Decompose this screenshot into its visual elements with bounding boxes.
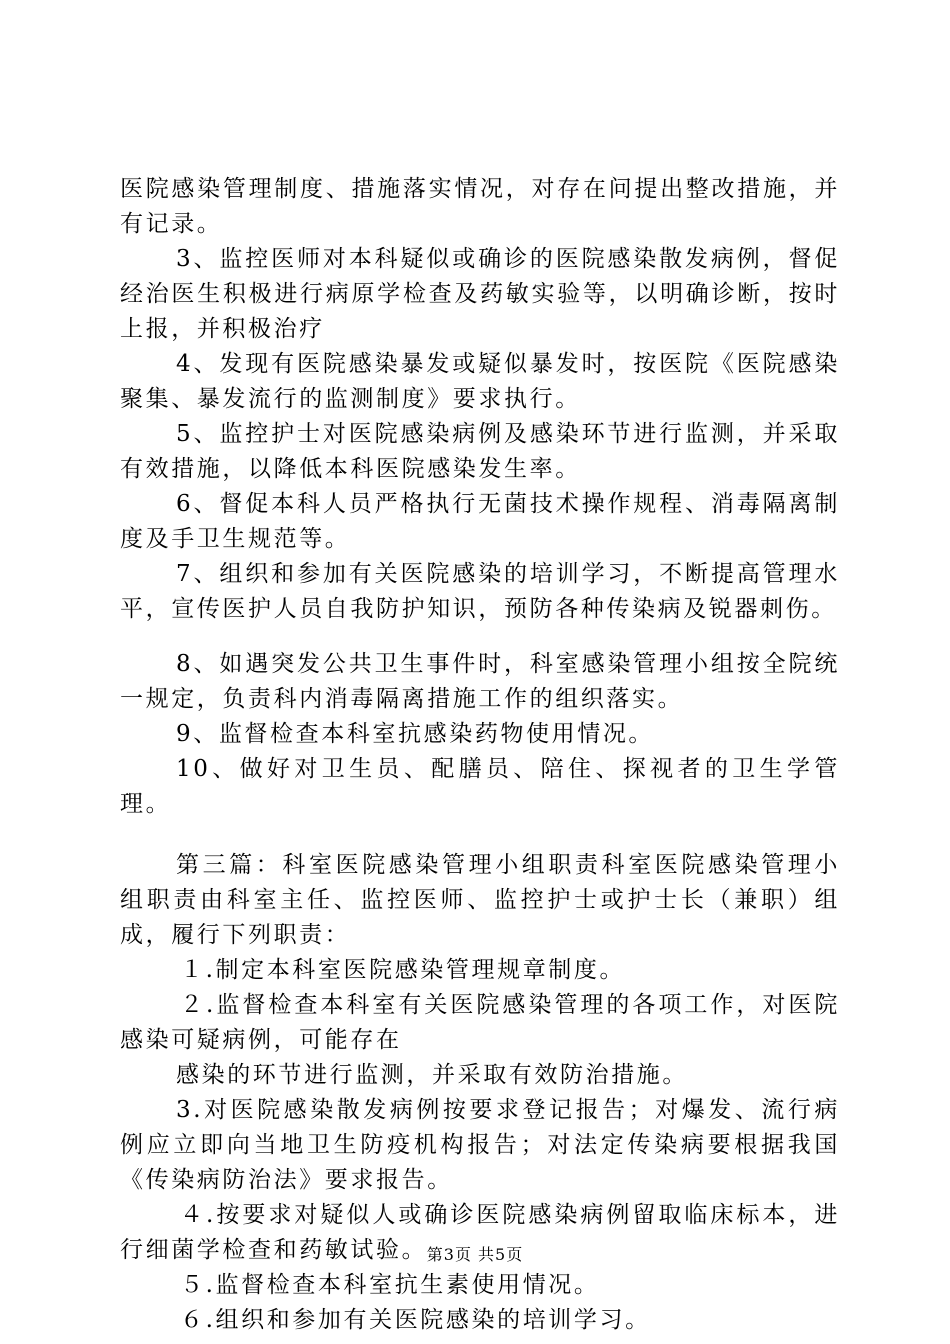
duty-item-5: ５.监督检查本科室抗生素使用情况。 xyxy=(180,1272,600,1298)
paragraph-item-9: 9、监督检查本科室抗感染药物使用情况。 xyxy=(176,721,655,747)
duty-item-1: １.制定本科室医院感染管理规章制度。 xyxy=(180,957,626,983)
paragraph-item-4: 4、发现有医院感染暴发或疑似暴发时，按医院《医院感染聚集、暴发流行的监测制度》要求执行。 xyxy=(120,351,840,412)
duty-item-3: 3.对医院感染散发病例按要求登记报告；对爆发、流行病例应立即向当地卫生防疫机构报告；对法定传染病要根据我国《传染病防治法》要求报告。 xyxy=(120,1097,840,1193)
section-three-intro: 第三篇：科室医院感染管理小组职责科室医院感染管理小组职责由科室主任、监控医师、监控护士或护士长（兼职）组成，履行下列职责： xyxy=(120,852,840,948)
paragraph-item-3: 3、监控医师对本科疑似或确诊的医院感染散发病例，督促经治医生积极进行病原学检查及药敏实验等，以明确诊断，按时上报，并积极治疗 xyxy=(120,246,840,342)
document-body xyxy=(120,172,840,1338)
page-number-footer: 第3页 共5页 xyxy=(426,1245,524,1264)
paragraph-continuation: 医院感染管理制度、措施落实情况，对存在问提出整改措施，并有记录。 xyxy=(120,176,840,237)
section-gap xyxy=(120,822,840,848)
duty-item-6: ６.组织和参加有关医院感染的培训学习。 xyxy=(180,1307,651,1333)
paragraph-item-5: 5、监控护士对医院感染病例及感染环节进行监测，并采取有效措施，以降低本科医院感染发生率。 xyxy=(120,421,840,482)
duty-item-2: ２.监督检查本科室有关医院感染管理的各项工作，对医院感染可疑病例，可能存在 xyxy=(120,992,840,1053)
paragraph-item-8: 8、如遇突发公共卫生事件时，科室感染管理小组按全院统一规定，负责科内消毒隔离措施工作的组织落实。 xyxy=(120,651,840,712)
duty-item-2-continuation: 感染的环节进行监测，并采取有效防治措施。 xyxy=(176,1062,688,1088)
paragraph-item-10: 10、做好对卫生员、配膳员、陪住、探视者的卫生学管理。 xyxy=(120,756,840,817)
paragraph-item-6: 6、督促本科人员严格执行无菌技术操作规程、消毒隔离制度及手卫生规范等。 xyxy=(120,491,840,552)
paragraph-gap xyxy=(120,627,840,647)
paragraph-item-7: 7、组织和参加有关医院感染的培训学习，不断提高管理水平，宣传医护人员自我防护知识，预防各种传染病及锐器刺伤。 xyxy=(120,561,840,622)
duty-item-4: ４.按要求对疑似人或确诊医院感染病例留取临床标本，进行细菌学检查和药敏试验。 xyxy=(120,1202,840,1263)
